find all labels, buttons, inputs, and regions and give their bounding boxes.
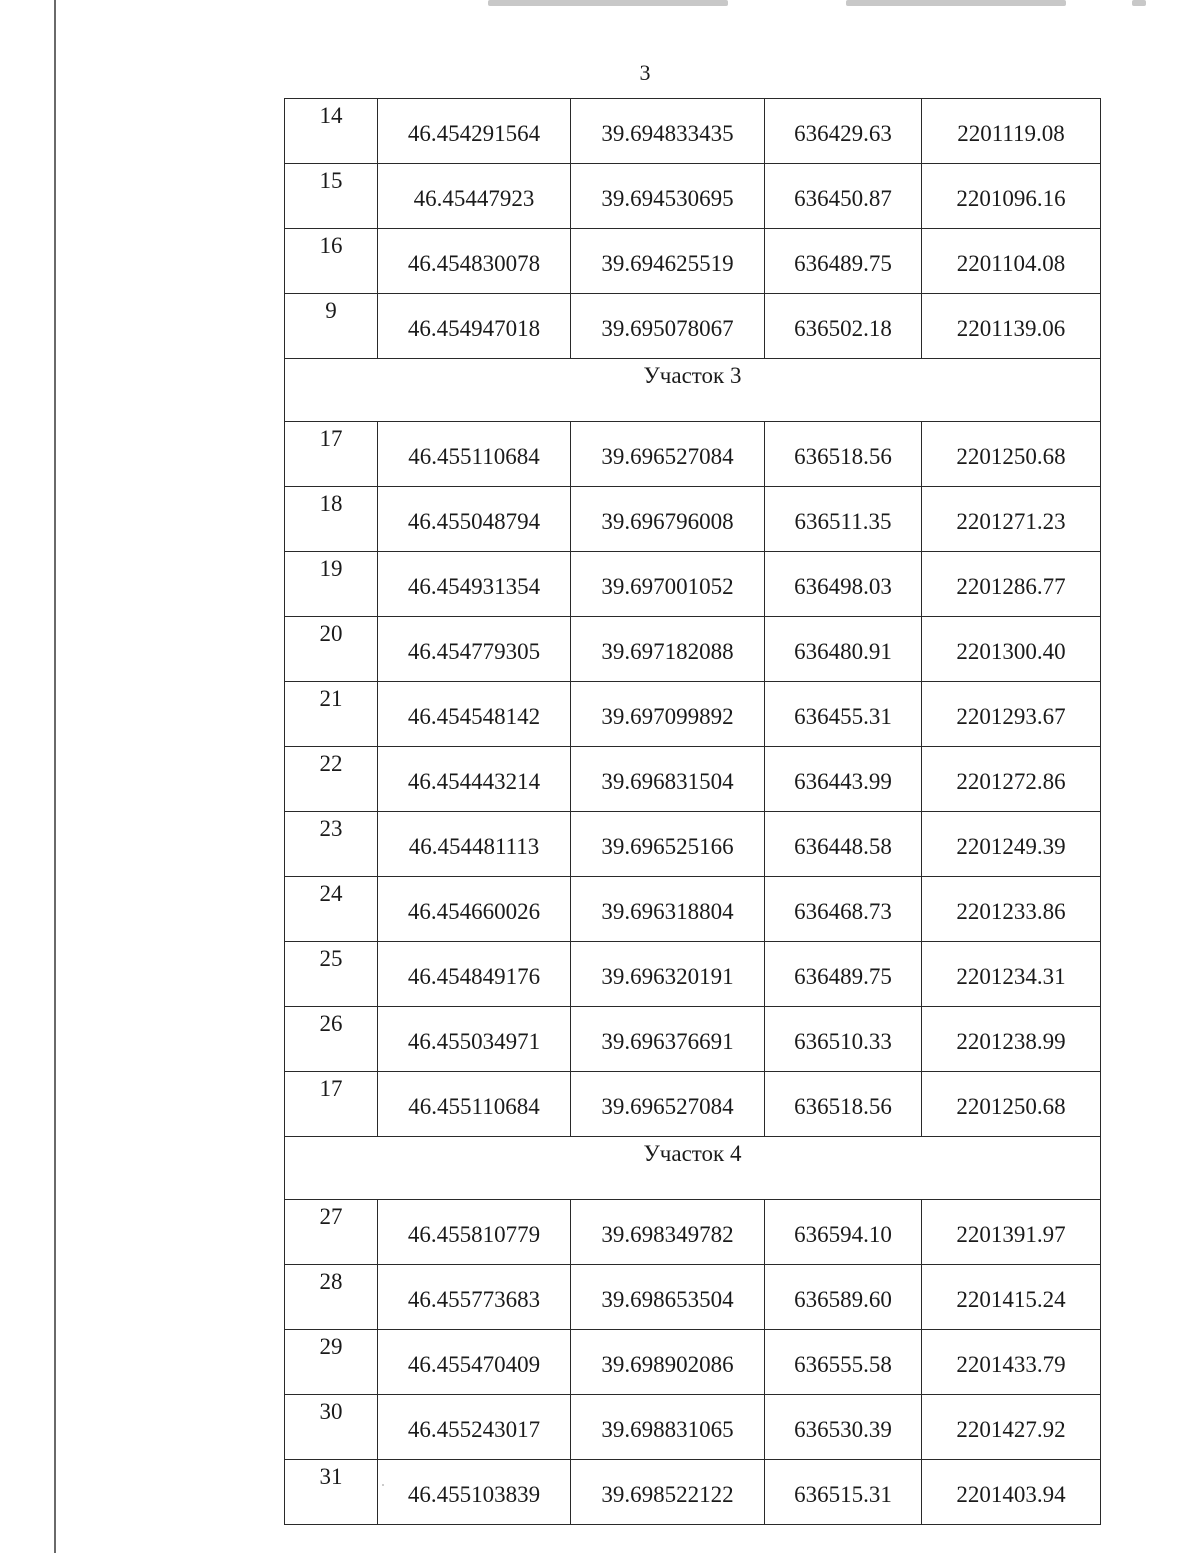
point-number-cell: 31: [285, 1460, 378, 1525]
coordinates-table: [284, 98, 1101, 1525]
scan-speck: [382, 1484, 384, 1486]
coordinates-table-body: [285, 99, 1101, 1525]
y-coordinate-cell: 2201119.08: [922, 99, 1101, 164]
y-coordinate-cell: 2201272.86: [922, 747, 1101, 812]
x-coordinate-cell: 636510.33: [765, 1007, 922, 1072]
latitude-cell: 46.455470409: [378, 1330, 571, 1395]
y-coordinate-cell: 2201391.97: [922, 1200, 1101, 1265]
x-coordinate-cell: 636489.75: [765, 942, 922, 1007]
latitude-cell: 46.455110684: [378, 1072, 571, 1137]
table-row: [285, 942, 1101, 1007]
table-row: [285, 1007, 1101, 1072]
longitude-cell: 39.696318804: [571, 877, 765, 942]
latitude-cell: 46.454849176: [378, 942, 571, 1007]
latitude-cell: 46.454291564: [378, 99, 571, 164]
latitude-cell: 46.455034971: [378, 1007, 571, 1072]
point-number-cell: 9: [285, 294, 378, 359]
y-coordinate-cell: 2201403.94: [922, 1460, 1101, 1525]
longitude-cell: 39.696320191: [571, 942, 765, 1007]
y-coordinate-cell: 2201249.39: [922, 812, 1101, 877]
table-row: [285, 422, 1101, 487]
point-number-cell: 23: [285, 812, 378, 877]
y-coordinate-cell: 2201096.16: [922, 164, 1101, 229]
section-row: [285, 359, 1101, 422]
table-row: [285, 487, 1101, 552]
latitude-cell: 46.454548142: [378, 682, 571, 747]
table-row: [285, 164, 1101, 229]
y-coordinate-cell: 2201433.79: [922, 1330, 1101, 1395]
point-number-cell: 27: [285, 1200, 378, 1265]
x-coordinate-cell: 636515.31: [765, 1460, 922, 1525]
longitude-cell: 39.694833435: [571, 99, 765, 164]
y-coordinate-cell: 2201104.08: [922, 229, 1101, 294]
point-number-cell: 30: [285, 1395, 378, 1460]
longitude-cell: 39.696527084: [571, 1072, 765, 1137]
point-number-cell: 26: [285, 1007, 378, 1072]
point-number-cell: 17: [285, 422, 378, 487]
table-row: [285, 747, 1101, 812]
latitude-cell: 46.454947018: [378, 294, 571, 359]
longitude-cell: 39.697001052: [571, 552, 765, 617]
x-coordinate-cell: 636429.63: [765, 99, 922, 164]
longitude-cell: 39.697182088: [571, 617, 765, 682]
y-coordinate-cell: 2201427.92: [922, 1395, 1101, 1460]
x-coordinate-cell: 636589.60: [765, 1265, 922, 1330]
latitude-cell: 46.45447923: [378, 164, 571, 229]
table-row: [285, 617, 1101, 682]
x-coordinate-cell: 636468.73: [765, 877, 922, 942]
latitude-cell: 46.454443214: [378, 747, 571, 812]
longitude-cell: 39.696796008: [571, 487, 765, 552]
table-row: [285, 99, 1101, 164]
table-row: [285, 1200, 1101, 1265]
table-row: [285, 1265, 1101, 1330]
y-coordinate-cell: 2201271.23: [922, 487, 1101, 552]
y-coordinate-cell: 2201300.40: [922, 617, 1101, 682]
latitude-cell: 46.454481113: [378, 812, 571, 877]
latitude-cell: 46.455810779: [378, 1200, 571, 1265]
point-number-cell: 17: [285, 1072, 378, 1137]
y-coordinate-cell: 2201286.77: [922, 552, 1101, 617]
top-scan-artifact: [488, 0, 728, 6]
x-coordinate-cell: 636480.91: [765, 617, 922, 682]
point-number-cell: 19: [285, 552, 378, 617]
table-row: [285, 1460, 1101, 1525]
latitude-cell: 46.454660026: [378, 877, 571, 942]
point-number-cell: 21: [285, 682, 378, 747]
x-coordinate-cell: 636518.56: [765, 422, 922, 487]
longitude-cell: 39.696376691: [571, 1007, 765, 1072]
point-number-cell: 22: [285, 747, 378, 812]
top-scan-artifact: [1132, 0, 1146, 6]
table-row: [285, 552, 1101, 617]
y-coordinate-cell: 2201250.68: [922, 1072, 1101, 1137]
page-number: 3: [639, 60, 651, 85]
x-coordinate-cell: 636511.35: [765, 487, 922, 552]
latitude-cell: 46.455048794: [378, 487, 571, 552]
latitude-cell: 46.455773683: [378, 1265, 571, 1330]
longitude-cell: 39.697099892: [571, 682, 765, 747]
latitude-cell: 46.455243017: [378, 1395, 571, 1460]
x-coordinate-cell: 636443.99: [765, 747, 922, 812]
latitude-cell: 46.454830078: [378, 229, 571, 294]
point-number-cell: 24: [285, 877, 378, 942]
x-coordinate-cell: 636555.58: [765, 1330, 922, 1395]
table-row: [285, 294, 1101, 359]
section-title: Участок 4: [285, 1137, 1101, 1200]
point-number-cell: 25: [285, 942, 378, 1007]
longitude-cell: 39.698522122: [571, 1460, 765, 1525]
longitude-cell: 39.696527084: [571, 422, 765, 487]
table-row: [285, 1072, 1101, 1137]
longitude-cell: 39.696525166: [571, 812, 765, 877]
longitude-cell: 39.698653504: [571, 1265, 765, 1330]
x-coordinate-cell: 636448.58: [765, 812, 922, 877]
y-coordinate-cell: 2201293.67: [922, 682, 1101, 747]
table-row: [285, 1395, 1101, 1460]
point-number-cell: 14: [285, 99, 378, 164]
x-coordinate-cell: 636594.10: [765, 1200, 922, 1265]
longitude-cell: 39.698831065: [571, 1395, 765, 1460]
page-binding-edge: [54, 0, 56, 1553]
point-number-cell: 29: [285, 1330, 378, 1395]
x-coordinate-cell: 636502.18: [765, 294, 922, 359]
table-row: [285, 682, 1101, 747]
point-number-cell: 15: [285, 164, 378, 229]
table-row: [285, 229, 1101, 294]
section-title: Участок 3: [285, 359, 1101, 422]
table-row: [285, 877, 1101, 942]
longitude-cell: 39.695078067: [571, 294, 765, 359]
top-scan-artifact: [846, 0, 1066, 6]
table-row: [285, 1330, 1101, 1395]
latitude-cell: 46.454779305: [378, 617, 571, 682]
point-number-cell: 28: [285, 1265, 378, 1330]
section-row: [285, 1137, 1101, 1200]
x-coordinate-cell: 636498.03: [765, 552, 922, 617]
y-coordinate-cell: 2201234.31: [922, 942, 1101, 1007]
table-row: [285, 812, 1101, 877]
point-number-cell: 16: [285, 229, 378, 294]
x-coordinate-cell: 636489.75: [765, 229, 922, 294]
longitude-cell: 39.696831504: [571, 747, 765, 812]
y-coordinate-cell: 2201233.86: [922, 877, 1101, 942]
y-coordinate-cell: 2201139.06: [922, 294, 1101, 359]
x-coordinate-cell: 636530.39: [765, 1395, 922, 1460]
x-coordinate-cell: 636450.87: [765, 164, 922, 229]
longitude-cell: 39.694530695: [571, 164, 765, 229]
latitude-cell: 46.455110684: [378, 422, 571, 487]
x-coordinate-cell: 636455.31: [765, 682, 922, 747]
latitude-cell: 46.454931354: [378, 552, 571, 617]
point-number-cell: 20: [285, 617, 378, 682]
longitude-cell: 39.698902086: [571, 1330, 765, 1395]
point-number-cell: 18: [285, 487, 378, 552]
y-coordinate-cell: 2201238.99: [922, 1007, 1101, 1072]
y-coordinate-cell: 2201250.68: [922, 422, 1101, 487]
latitude-cell: 46.455103839: [378, 1460, 571, 1525]
longitude-cell: 39.698349782: [571, 1200, 765, 1265]
y-coordinate-cell: 2201415.24: [922, 1265, 1101, 1330]
longitude-cell: 39.694625519: [571, 229, 765, 294]
x-coordinate-cell: 636518.56: [765, 1072, 922, 1137]
